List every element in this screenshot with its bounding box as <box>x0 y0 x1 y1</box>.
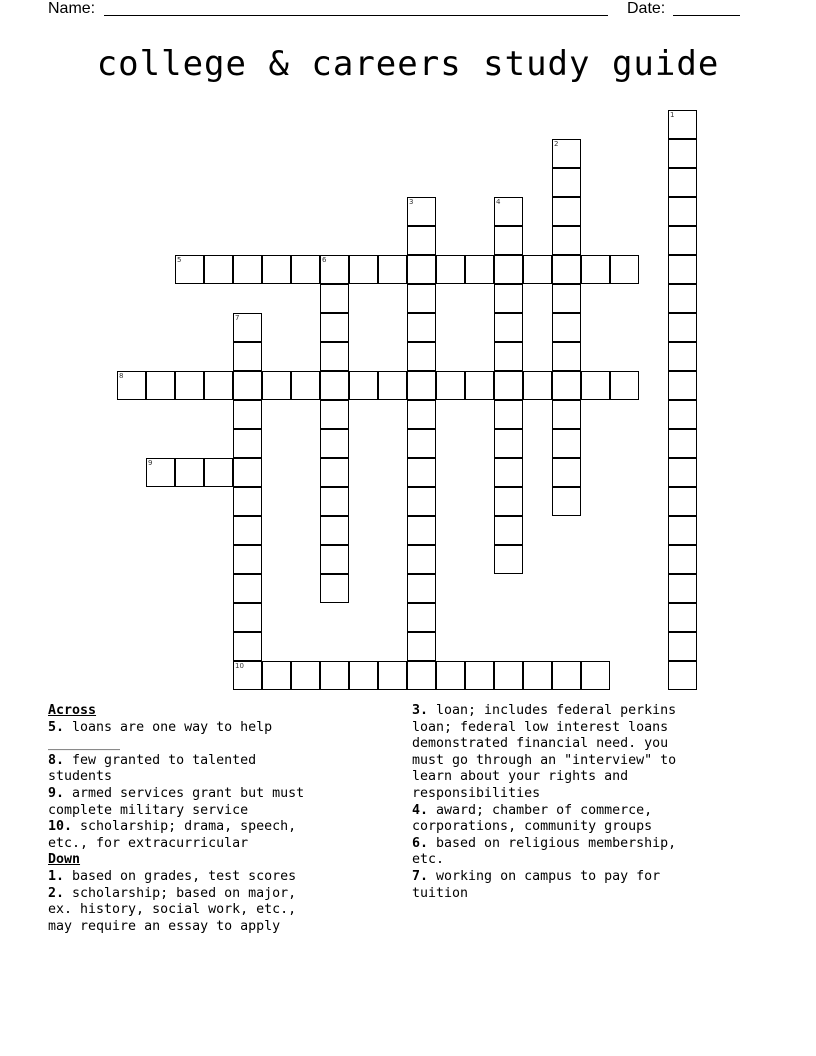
page-title: college & careers study guide <box>96 44 720 84</box>
crossword-cell[interactable] <box>407 429 436 458</box>
date-label: Date: <box>627 0 666 17</box>
crossword-cell[interactable] <box>407 400 436 429</box>
crossword-cell[interactable] <box>668 603 697 632</box>
crossword-cell[interactable] <box>233 487 262 516</box>
crossword-cell[interactable] <box>320 487 349 516</box>
clue-text: working on campus to pay for <box>428 868 661 884</box>
crossword-cell[interactable] <box>436 661 465 690</box>
crossword-cell[interactable] <box>668 458 697 487</box>
crossword-cell[interactable] <box>494 545 523 574</box>
clue-list-left <box>48 703 398 935</box>
clue-number: 1 <box>670 111 675 119</box>
clue-number: 7 <box>235 314 240 322</box>
crossword-cell[interactable] <box>262 661 291 690</box>
clue-section-heading: Down <box>48 852 81 868</box>
crossword-cell[interactable] <box>175 255 204 284</box>
crossword-cell[interactable] <box>494 516 523 545</box>
crossword-cell[interactable] <box>668 226 697 255</box>
clue-continuation: may require an essay to apply <box>48 918 281 934</box>
crossword-cell[interactable] <box>407 342 436 371</box>
crossword-cell[interactable] <box>262 371 291 400</box>
clue-number: 2. <box>48 885 65 901</box>
crossword-cell[interactable] <box>668 371 697 400</box>
clue-number: 9. <box>48 785 65 801</box>
clue-continuation: ex. history, social work, etc., <box>48 902 297 918</box>
crossword-cell[interactable] <box>291 255 320 284</box>
crossword-cell[interactable] <box>233 255 262 284</box>
crossword-cell[interactable] <box>523 371 552 400</box>
clue-text: based on religious membership, <box>428 835 677 851</box>
clue-line <box>412 836 772 853</box>
crossword-cell[interactable] <box>320 661 349 690</box>
crossword-cell[interactable] <box>668 400 697 429</box>
clue-continuation: complete military service <box>48 802 249 818</box>
crossword-cell[interactable] <box>378 255 407 284</box>
crossword-cell[interactable] <box>668 197 697 226</box>
clue-number: 8. <box>48 752 65 768</box>
clue-text: loan; includes federal perkins <box>428 703 677 718</box>
crossword-cell[interactable] <box>494 458 523 487</box>
crossword-cell[interactable] <box>494 661 523 690</box>
crossword-cell[interactable] <box>668 574 697 603</box>
crossword-cell[interactable] <box>320 429 349 458</box>
crossword-cell[interactable] <box>552 168 581 197</box>
crossword-cell[interactable] <box>407 313 436 342</box>
clue-number: 1. <box>48 868 65 884</box>
crossword-cell[interactable] <box>494 284 523 313</box>
crossword-cell[interactable] <box>552 313 581 342</box>
crossword-cell[interactable] <box>610 371 639 400</box>
crossword-cell[interactable] <box>320 371 349 400</box>
crossword-cell[interactable] <box>233 603 262 632</box>
crossword-cell[interactable] <box>349 255 378 284</box>
crossword-cell[interactable] <box>668 632 697 661</box>
crossword-cell[interactable] <box>291 371 320 400</box>
clue-line <box>412 869 772 886</box>
clue-line <box>48 869 398 886</box>
crossword-cell[interactable] <box>465 255 494 284</box>
crossword-cell[interactable] <box>494 255 523 284</box>
clue-number: 7. <box>412 868 429 884</box>
crossword-cell[interactable] <box>610 255 639 284</box>
crossword-cell[interactable] <box>407 371 436 400</box>
clue-continuation: loan; federal low interest loans <box>412 719 669 735</box>
crossword-cell[interactable] <box>523 661 552 690</box>
clue-number: 4 <box>496 198 501 206</box>
clue-continuation: learn about your rights and <box>412 769 629 785</box>
crossword-cell[interactable] <box>668 110 697 139</box>
crossword-cell[interactable] <box>668 284 697 313</box>
clue-text: armed services grant but must <box>64 785 305 801</box>
clue-continuation: etc., for extracurricular <box>48 835 249 851</box>
crossword-cell[interactable] <box>233 574 262 603</box>
crossword-cell[interactable] <box>320 255 349 284</box>
clue-number: 5. <box>48 719 65 735</box>
crossword-cell[interactable] <box>146 458 175 487</box>
crossword-cell[interactable] <box>320 545 349 574</box>
clue-continuation: must go through an "interview" to <box>412 752 677 768</box>
clue-text: scholarship; drama, speech, <box>72 819 297 835</box>
crossword-cell[interactable] <box>233 632 262 661</box>
crossword-cell[interactable] <box>668 661 697 690</box>
crossword-cell[interactable] <box>204 458 233 487</box>
clue-text: loans are one way to help <box>64 719 273 735</box>
crossword-cell[interactable] <box>146 371 175 400</box>
crossword-cell[interactable] <box>436 255 465 284</box>
crossword-cell[interactable] <box>407 458 436 487</box>
crossword-cell[interactable] <box>552 400 581 429</box>
clue-continuation: corporations, community groups <box>412 819 653 835</box>
crossword-cell[interactable] <box>436 371 465 400</box>
crossword-cell[interactable] <box>175 458 204 487</box>
crossword-cell[interactable] <box>552 661 581 690</box>
clue-line <box>48 786 398 803</box>
crossword-cell[interactable] <box>552 255 581 284</box>
crossword-cell[interactable] <box>378 661 407 690</box>
crossword-cell[interactable] <box>407 226 436 255</box>
clue-line <box>48 720 398 737</box>
crossword-cell[interactable] <box>494 342 523 371</box>
crossword-cell[interactable] <box>320 458 349 487</box>
crossword-cell[interactable] <box>175 371 204 400</box>
crossword-cell[interactable] <box>668 255 697 284</box>
crossword-cell[interactable] <box>320 342 349 371</box>
crossword-cell[interactable] <box>233 661 262 690</box>
crossword-cell[interactable] <box>668 487 697 516</box>
crossword-cell[interactable] <box>552 226 581 255</box>
crossword-cell[interactable] <box>407 545 436 574</box>
clue-number: 2 <box>554 140 559 148</box>
clue-number: 6 <box>322 256 327 264</box>
crossword-cell[interactable] <box>552 487 581 516</box>
crossword-cell[interactable] <box>465 661 494 690</box>
crossword-cell[interactable] <box>581 371 610 400</box>
clue-text: few granted to talented <box>64 752 257 768</box>
crossword-cell[interactable] <box>407 603 436 632</box>
crossword-cell[interactable] <box>668 516 697 545</box>
crossword-cell[interactable] <box>494 400 523 429</box>
crossword-cell[interactable] <box>465 371 494 400</box>
crossword-cell[interactable] <box>668 429 697 458</box>
clue-number: 3. <box>412 703 429 718</box>
clue-continuation: tuition <box>412 885 469 901</box>
crossword-cell[interactable] <box>407 574 436 603</box>
crossword-cell[interactable] <box>668 342 697 371</box>
crossword-cell[interactable] <box>320 284 349 313</box>
crossword-cell[interactable] <box>204 371 233 400</box>
crossword-cell[interactable] <box>117 371 146 400</box>
clue-number: 8 <box>119 372 124 380</box>
crossword-cell[interactable] <box>494 313 523 342</box>
crossword-cell[interactable] <box>233 516 262 545</box>
clue-continuation: students <box>48 769 113 785</box>
crossword-cell[interactable] <box>494 226 523 255</box>
crossword-cell[interactable] <box>349 661 378 690</box>
clue-number: 10. <box>48 819 73 835</box>
clue-list-right <box>412 703 772 902</box>
crossword-cell[interactable] <box>233 429 262 458</box>
crossword-cell[interactable] <box>494 197 523 226</box>
crossword-cell[interactable] <box>523 255 552 284</box>
crossword-cell[interactable] <box>552 429 581 458</box>
crossword-cell[interactable] <box>320 400 349 429</box>
crossword-cell[interactable] <box>320 313 349 342</box>
clue-line <box>412 803 772 820</box>
crossword-cell[interactable] <box>494 371 523 400</box>
clue-text: scholarship; based on major, <box>64 885 297 901</box>
clue-number: 9 <box>148 459 153 467</box>
clue-line <box>48 753 398 770</box>
clue-number: 10 <box>235 662 244 670</box>
crossword-cell[interactable] <box>407 255 436 284</box>
crossword-cell[interactable] <box>668 168 697 197</box>
crossword-cell[interactable] <box>233 400 262 429</box>
crossword-cell[interactable] <box>581 255 610 284</box>
clue-continuation: demonstrated financial need. you <box>412 736 669 752</box>
crossword-cell[interactable] <box>668 139 697 168</box>
clue-text: award; chamber of commerce, <box>428 802 653 818</box>
crossword-cell[interactable] <box>233 371 262 400</box>
crossword-cell[interactable] <box>552 342 581 371</box>
crossword-cell[interactable] <box>407 487 436 516</box>
crossword-cell[interactable] <box>407 661 436 690</box>
crossword-cell[interactable] <box>320 574 349 603</box>
crossword-cell[interactable] <box>204 255 233 284</box>
clue-text: based on grades, test scores <box>64 868 297 884</box>
crossword-cell[interactable] <box>494 487 523 516</box>
crossword-cell[interactable] <box>233 313 262 342</box>
crossword-cell[interactable] <box>262 255 291 284</box>
crossword-cell[interactable] <box>349 371 378 400</box>
crossword-cell[interactable] <box>233 342 262 371</box>
clue-number: 3 <box>409 198 414 206</box>
crossword-cell[interactable] <box>581 661 610 690</box>
clue-continuation: etc. <box>412 852 445 868</box>
crossword-cell[interactable] <box>407 284 436 313</box>
clue-number: 4. <box>412 802 429 818</box>
crossword-cell[interactable] <box>552 284 581 313</box>
clue-continuation: responsibilities <box>412 785 541 801</box>
clue-line <box>48 886 398 903</box>
crossword-cell[interactable] <box>407 516 436 545</box>
clue-line <box>48 819 398 836</box>
crossword-cell[interactable] <box>552 139 581 168</box>
clue-number: 6. <box>412 835 429 851</box>
crossword-cell[interactable] <box>552 197 581 226</box>
crossword-cell[interactable] <box>668 313 697 342</box>
crossword-cell[interactable] <box>494 429 523 458</box>
crossword-cell[interactable] <box>233 458 262 487</box>
crossword-cell[interactable] <box>291 661 320 690</box>
crossword-cell[interactable] <box>320 516 349 545</box>
clue-number: 5 <box>177 256 182 264</box>
crossword-cell[interactable] <box>668 545 697 574</box>
crossword-cell[interactable] <box>407 632 436 661</box>
crossword-cell[interactable] <box>552 371 581 400</box>
crossword-cell[interactable] <box>552 458 581 487</box>
clue-continuation: _________ <box>48 736 121 752</box>
crossword-cell[interactable] <box>378 371 407 400</box>
clue-line <box>412 703 772 720</box>
crossword-cell[interactable] <box>233 545 262 574</box>
name-label: Name: <box>48 0 96 17</box>
crossword-cell[interactable] <box>407 197 436 226</box>
clue-section-heading: Across <box>48 703 97 718</box>
